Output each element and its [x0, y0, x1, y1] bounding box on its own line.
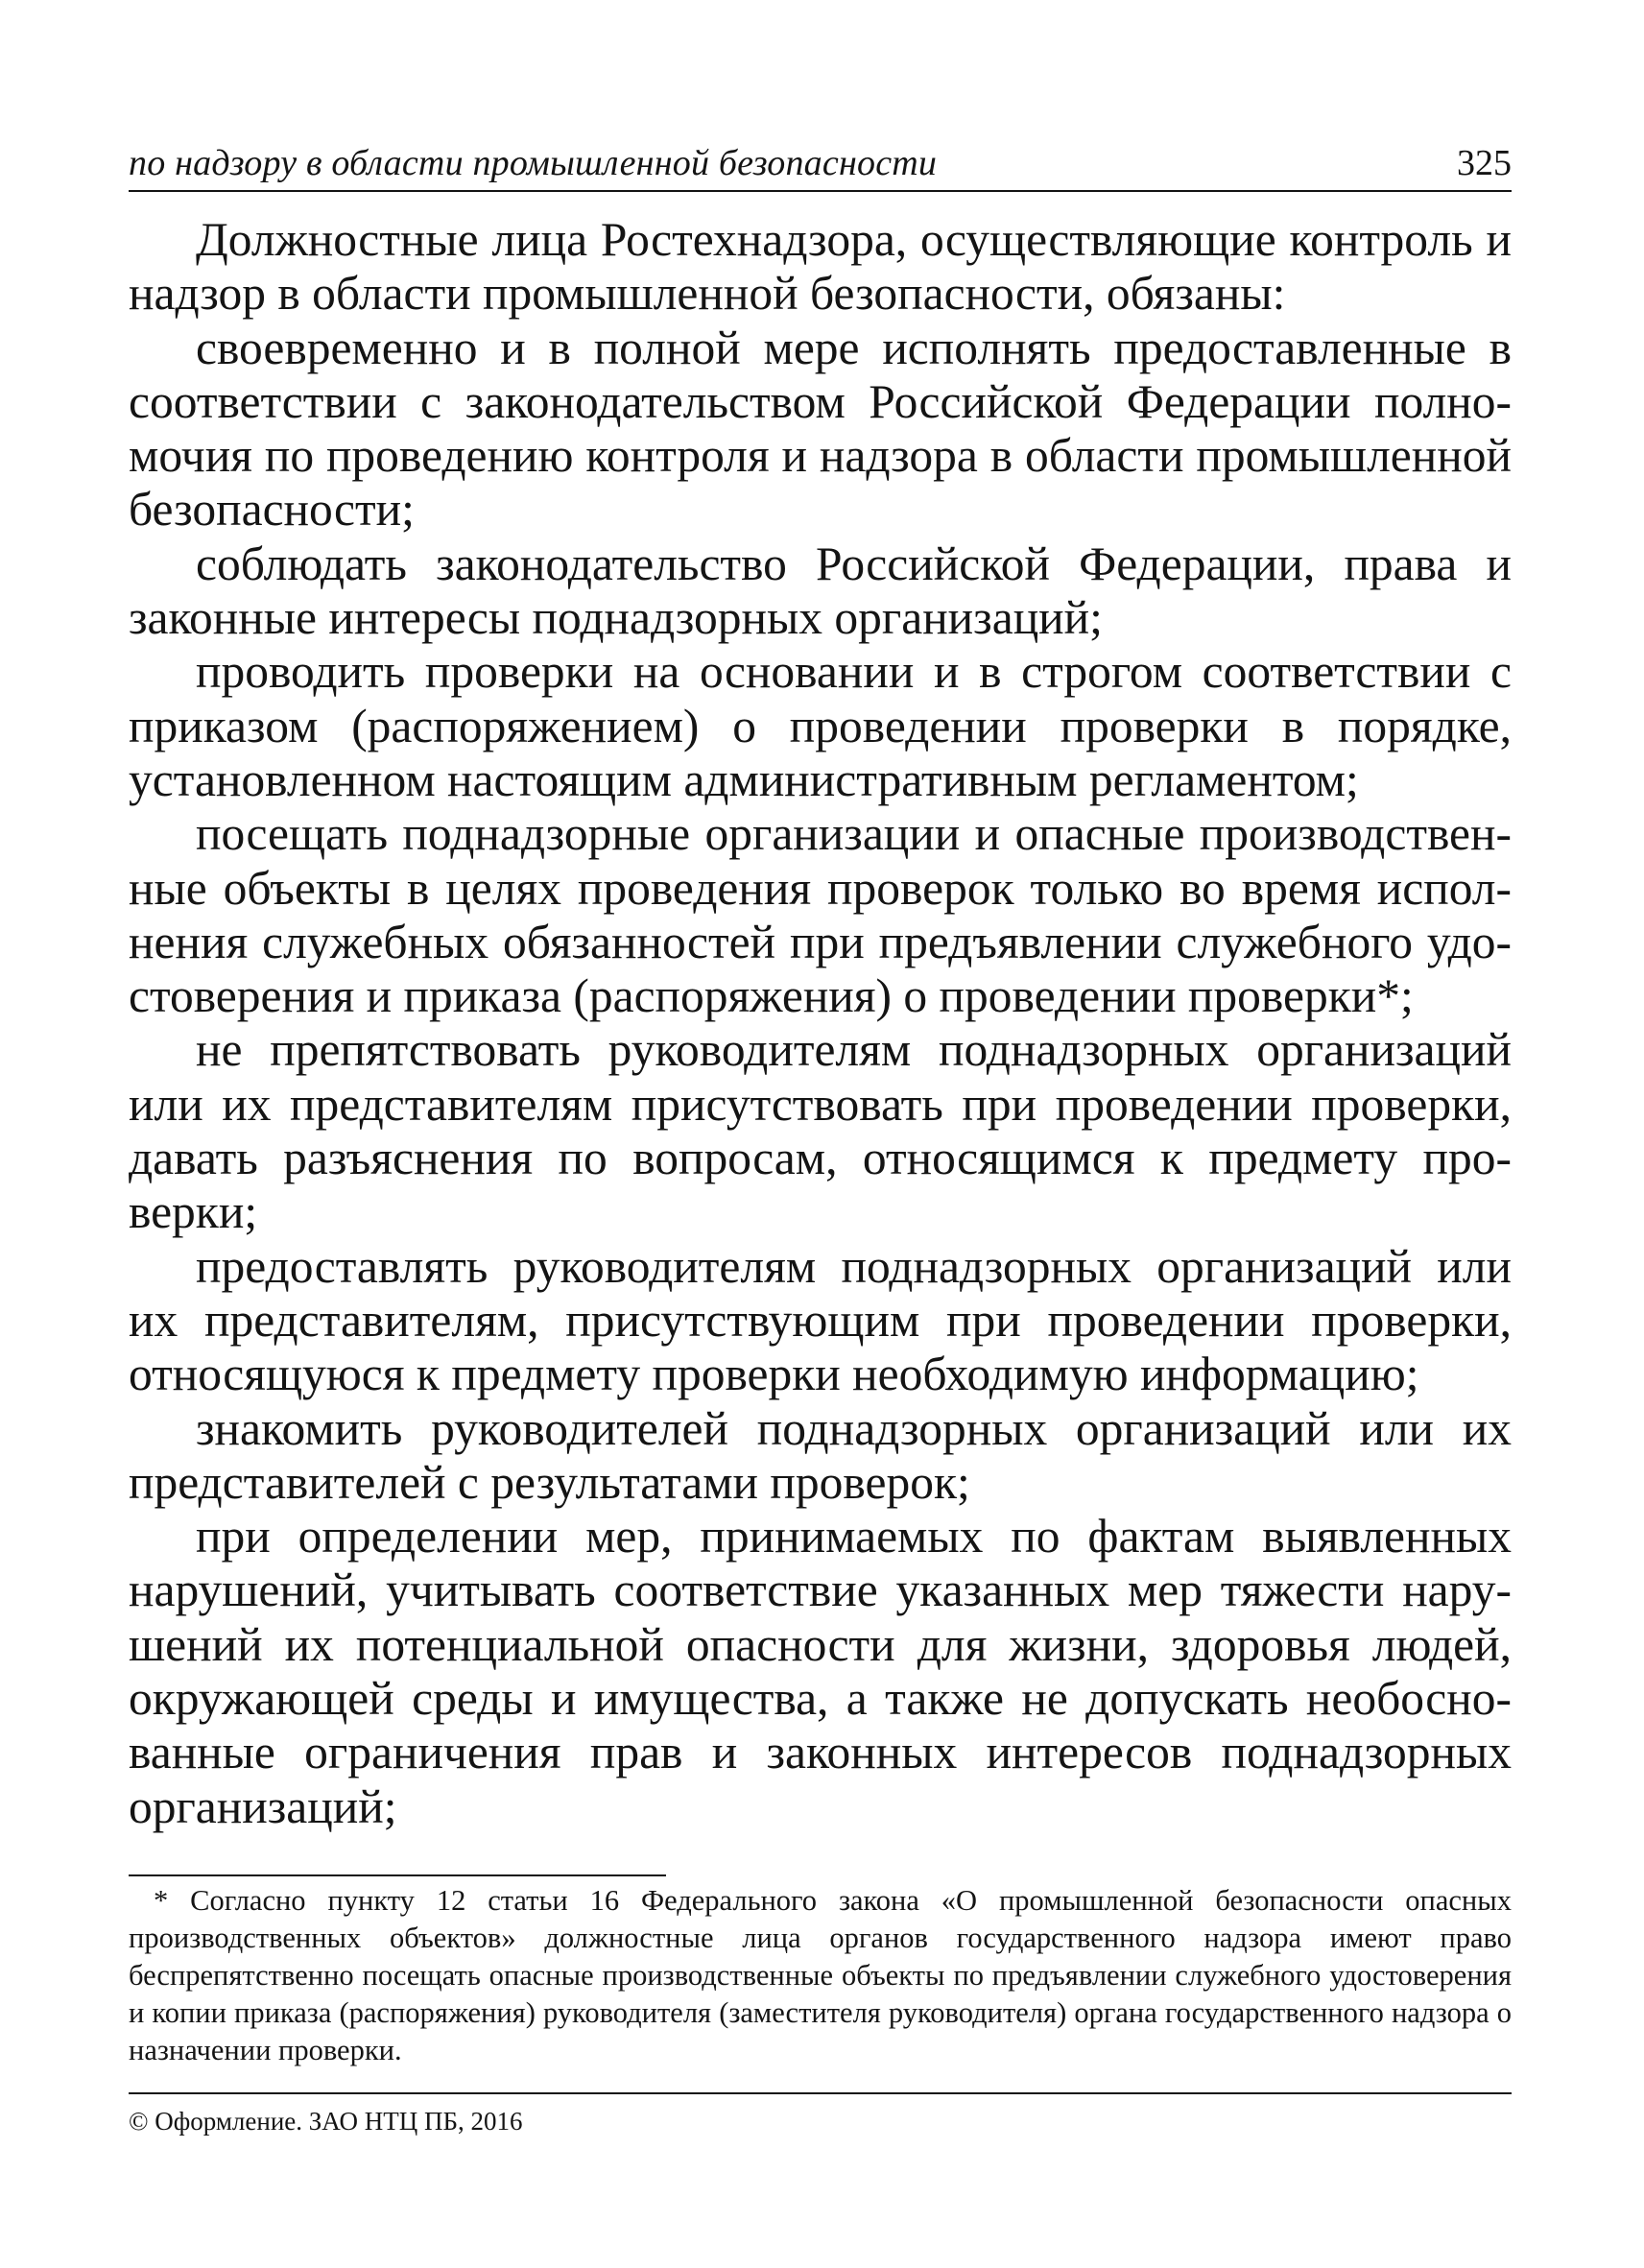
footnote-text: * Согласно пункту 12 статьи 16 Федерального закона «О промышленной безопасности опасных производственных объектов» должностные лица органов государственного надзора имеют право беспрепятственно посещать опасные производственные объекты по предъявлении служебного удостоверения и копии приказа (распоряжения) руководителя (заместителя руководителя) органа государственного надзора о назначении проверки.: [129, 1884, 1512, 2066]
footnote-separator: [129, 1874, 666, 1876]
paragraph: не препятствовать руководителям поднадзорных организаций или их представителям присутствовать при проведении проверки, давать разъяснения по вопросам, относящимся к предмету проверки;: [129, 1023, 1512, 1239]
footnote: [129, 1882, 1512, 2069]
paragraph: при определении мер, принимаемых по фактам выявленных нарушений, учитывать соответствие указанных мер тяжести нарушений их потенциальной опасности для жизни, здоровья людей, окружающей среды и имущества, а также не допускать необоснованные ограничения прав и законных интересов поднадзорных организаций;: [129, 1510, 1512, 1833]
page-number: 325: [1457, 143, 1512, 183]
paragraph: Должностные лица Ростехнадзора, осуществляющие контроль и надзор в области промышленной безопасности, обязаны:: [129, 213, 1512, 321]
running-title: по надзору в области промышленной безопасности: [129, 143, 938, 183]
running-header: [129, 144, 1512, 192]
paragraph: знакомить руководителей поднадзорных организаций или их представителей с результатами проверок;: [129, 1401, 1512, 1509]
paragraph: посещать поднадзорные организации и опасные производственные объекты в целях проведения проверок только во время исполнения служебных обязанностей при предъявлении служебного удостоверения и приказа (распоряжения) о проведении проверки*;: [129, 807, 1512, 1023]
footer-divider: [129, 2092, 1512, 2094]
paragraph: проводить проверки на основании и в строгом соответствии с приказом (распоряжением) о проведении проверки в порядке, установленном настоящим административным регламентом;: [129, 645, 1512, 806]
paragraph: соблюдать законодательство Российской Федерации, права и законные интересы поднадзорных организаций;: [129, 537, 1512, 645]
paragraph: предоставлять руководителям поднадзорных организаций или их представителям, присутствующим при проведении проверки, относящуюся к предмету проверки необходимую информацию;: [129, 1239, 1512, 1401]
paragraph: своевременно и в полной мере исполнять предоставленные в соответствии с законодательством Российской Федерации полномочия по проведению контроля и надзора в области промышленной безопасности;: [129, 321, 1512, 537]
main-text: [129, 213, 1512, 1834]
copyright-notice: © Оформление. ЗАО НТЦ ПБ, 2016: [129, 2107, 523, 2136]
